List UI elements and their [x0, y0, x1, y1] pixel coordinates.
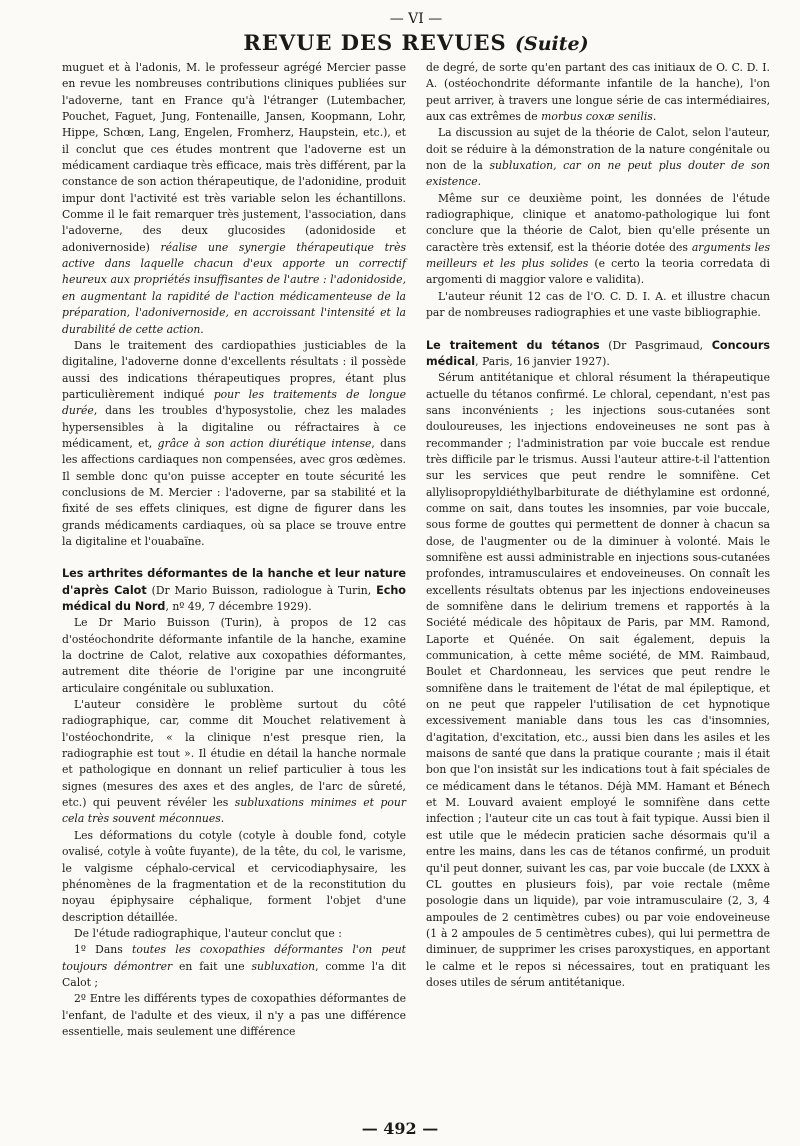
text: Même sur ce deuxième point, les données de l'étude radiographique, clinique et anatomo-pathologique lui font conclure que la théorie de Calot, bien qu'elle présente un caractère très extensif, est la théorie dotée des: [426, 191, 770, 254]
columns: [62, 60, 770, 1040]
article-heading: [426, 338, 770, 371]
paragraph: [426, 125, 770, 190]
text: L'auteur considère le problème surtout du côté radiographique, car, comme dit Mouchet relativement à l'ostéochondrite, « la clinique n'est presque rien, la radiographie est tout ». Il étudie en détail la hanche normale et pathologique en donnant un relief particulier à tous les signes (mesures des axes et des angles, de l'arc de sûreté, etc.) qui peuvent révéler les: [62, 698, 406, 810]
paragraph: Le Dr Mario Buisson (Turin), à propos de 12 cas d'ostéochondrite déformante infantile de la hanche, examine la doctrine de Calot, relative aux coxopathies déformantes, autrement dite théorie de l'origine par une incongruité articulaire congénitale ou subluxation.: [62, 616, 406, 695]
running-header: [62, 30, 770, 56]
emphasis: arguments les meilleurs et les plus solides: [426, 240, 771, 271]
text: de degré, de sorte qu'en partant des cas initiaux de O. C. D. I. A. (ostéochondrite déformante infantile de la hanche), l'on peut arriver, à travers une longue série de cas intermédiaires, aux cas extrêmes de: [426, 61, 770, 124]
list-item: [62, 942, 406, 991]
text: (e certo la teoria corredata di argomenti di maggior valore e validita).: [426, 257, 770, 287]
article-title: Le traitement du tétanos: [426, 338, 600, 352]
paragraph: [62, 338, 406, 550]
emphasis: subluxation: [251, 959, 316, 973]
article-title: Les arthrites déformantes de la hanche et leur nature d'après Calot: [62, 567, 406, 597]
paragraph: [426, 191, 770, 289]
page-number: — 492 —: [361, 1119, 439, 1138]
paragraph: De l'étude radiographique, l'auteur conclut que :: [74, 926, 342, 940]
list-item: 2º Entre les différents types de coxopathies déformantes de l'enfant, de l'adulte et des vieux, il n'y a pas une différence essentielle, mais seulement une différence: [62, 992, 406, 1038]
paragraph: [426, 60, 770, 125]
paragraph: [62, 60, 406, 338]
paragraph: [62, 697, 406, 828]
article-heading: [62, 566, 406, 615]
article-author: (Dr Pasgrimaud,: [608, 338, 704, 352]
emphasis: toutes les coxopathies déformantes l'on peut toujours démontrer: [62, 943, 407, 973]
emphasis: réalise une synergie thérapeutique très active dans laquelle chacun d'eux apporte un correctif heureux aux propriétés insuffisantes de l'autre : l'adonidoside, en augmentant la rapidité de l'action médicamenteuse de la préparation, l'adonivernoside, en accroissant l'intensité et la durabilité de cette action.: [62, 240, 406, 336]
text: en fait une: [179, 959, 245, 973]
header-title: REVUE DES REVUES: [243, 30, 507, 55]
text: , dans les affections cardiaques non compensées, avec gros œdèmes. Il semble donc qu'on puisse accepter en toute sécurité les conclusions de M. Mercier : l'adoverne, par sa stabilité et la fixité de ses effets cliniques, est digne de figurer dans les grands médicaments cardiaques, où sa place se trouve entre la digitaline et l'ouabaïne.: [62, 436, 406, 548]
text: 1º Dans: [74, 943, 123, 957]
article-ref: , Paris, 16 janvier 1927).: [475, 354, 610, 368]
text: La discussion au sujet de la théorie de Calot, selon l'auteur, doit se réduire à la démonstration de la nature congénitale ou non de la: [426, 126, 770, 173]
header-suite: (Suite): [515, 33, 589, 55]
article-ref: , nº 49, 7 décembre 1929).: [165, 600, 312, 613]
emphasis: subluxation, car on ne peut plus douter de son existence.: [426, 159, 770, 189]
text: muguet et à l'adonis, M. le professeur agrégé Mercier passe en revue les nombreuses contributions cliniques publiées sur l'adoverne, tant en France qu'à l'étranger (Lutembacher, Pouchet, Faguet, Jung, Fontenaille, Jansen, Koopmann, Lohr, Hippe, Schœn, Lang, Engelen, Fromherz, Haupstein, etc.), et il conclut que ces études montrent que l'adoverne est un médicament cardiaque très efficace, mais très différent, par la constance de son action thérapeutique, de l'adonidine, produit impur dont l'activité est très variable selon les échantillons. Comme il le fait remarquer très justement, l'association, dans l'adoverne, des deux glucosides (adonidoside et adonivernoside): [62, 61, 406, 254]
article-author: (Dr Mario Buisson, radiologue à Turin,: [151, 583, 372, 597]
right-column: [426, 60, 770, 1040]
emphasis: subluxations minimes et pour cela très souvent méconnues.: [62, 796, 406, 826]
paragraph: Sérum antitétanique et chloral résument la thérapeutique actuelle du tétanos confirmé. Le chloral, cependant, n'est pas sans inconvénients ; les injections sous-cutanées sont douloureuses, les injections endoveineuses ne sont pas à recommander ; l'administration par voie buccale est rendue très difficile par le trismus. Aussi l'auteur attire-t-il l'attention sur les services que peut rendre le somnifène. Cet allylisopropyldiéthylbarbiturate de diéthylamine est ordonné, comme on sait, dans toutes les insomnies, par voie buccale, sous forme de gouttes qui permettent de donner à chacun sa dose, de l'augmenter ou de la diminuer à volonté. Mais le somnifène est aussi administrable en injections sous-cutanées profondes, intramusculaires et endoveineuses. On connaît les excellents résultats obtenus par les injections endoveineuses de somnifène dans le delirium tremens et rapportés à la Société médicale des hôpitaux de Paris, par MM. Ramond, Laporte et Quénée. On sait également, depuis la communication, à cette même société, de MM. Raimbaud, Boulet et Chardonneau, les services que peut rendre le somnifène dans le traitement de l'état de mal épileptique, et on ne peut que rappeler l'utilisation de cet hypnotique excessivement maniable dans tous les cas d'insomnies, d'agitation, d'excitation, etc., aussi bien dans les asiles et les maisons de santé que dans la pratique courante ; mais il était bon que l'on insistât sur les indications tout à fait spéciales de ce médicament dans le tétanos. Déjà MM. Hamant et Bénech et M. Louvard avaient employé le somnifène dans cette infection ; l'auteur cite un cas tout à fait typique. Aussi bien il est utile que le médecin praticien sache désormais qu'il a entre les mains, dans les cas de tétanos confirmé, un produit qu'il peut donner, suivant les cas, par voie buccale (de LXXX à CL gouttes en plusieurs fois), par voie rectale (même posologie dans un liquide), par voie intramusculaire (2, 3, 4 ampoules de 2 centimètres cubes) ou par voie endoveineuse (1 à 2 ampoules de 5 centimètres cubes), qui lui permettra de diminuer, de supprimer les crises paroxystiques, en apportant le calme et le repos si nécessaires, tout en pratiquant les doses utiles de sérum antitétanique.: [426, 371, 770, 989]
emphasis: morbus coxæ senilis.: [541, 110, 657, 124]
emphasis: pour les traitements de longue durée: [62, 387, 406, 418]
emphasis: grâce à son action diurétique intense: [157, 436, 372, 450]
text: , comme l'a dit Calot ;: [62, 959, 407, 989]
article-journal: Echo médical du Nord: [62, 583, 406, 613]
left-column: [62, 60, 406, 1040]
paragraph: Les déformations du cotyle (cotyle à double fond, cotyle ovalisé, cotyle à voûte fuyante), de la tête, du col, le varisme, le valgisme céphalo-cervical et cervicodiaphysaire, les phénomènes de la fragmentation et de la reconstitution du noyau épiphysaire céphalique, forment l'objet d'une description détaillée.: [62, 828, 406, 924]
article-journal: Concours médical: [426, 338, 771, 368]
text: , dans les troubles d'hyposystolie, chez les malades hypersensibles à la digitaline ou réfractaires à ce médicament, et,: [62, 404, 406, 450]
paragraph: L'auteur réunit 12 cas de l'O. C. D. I. A. et illustre chacun par de nombreuses radiographies et une vaste bibliographie.: [426, 289, 770, 320]
text: Dans le traitement des cardiopathies justiciables de la digitaline, l'adoverne donne d'excellents résultats : il possède aussi des indications thérapeutiques propres, étant plus particulièrement indiqué: [62, 338, 406, 401]
roman-page-marker: — VI —: [389, 11, 443, 27]
